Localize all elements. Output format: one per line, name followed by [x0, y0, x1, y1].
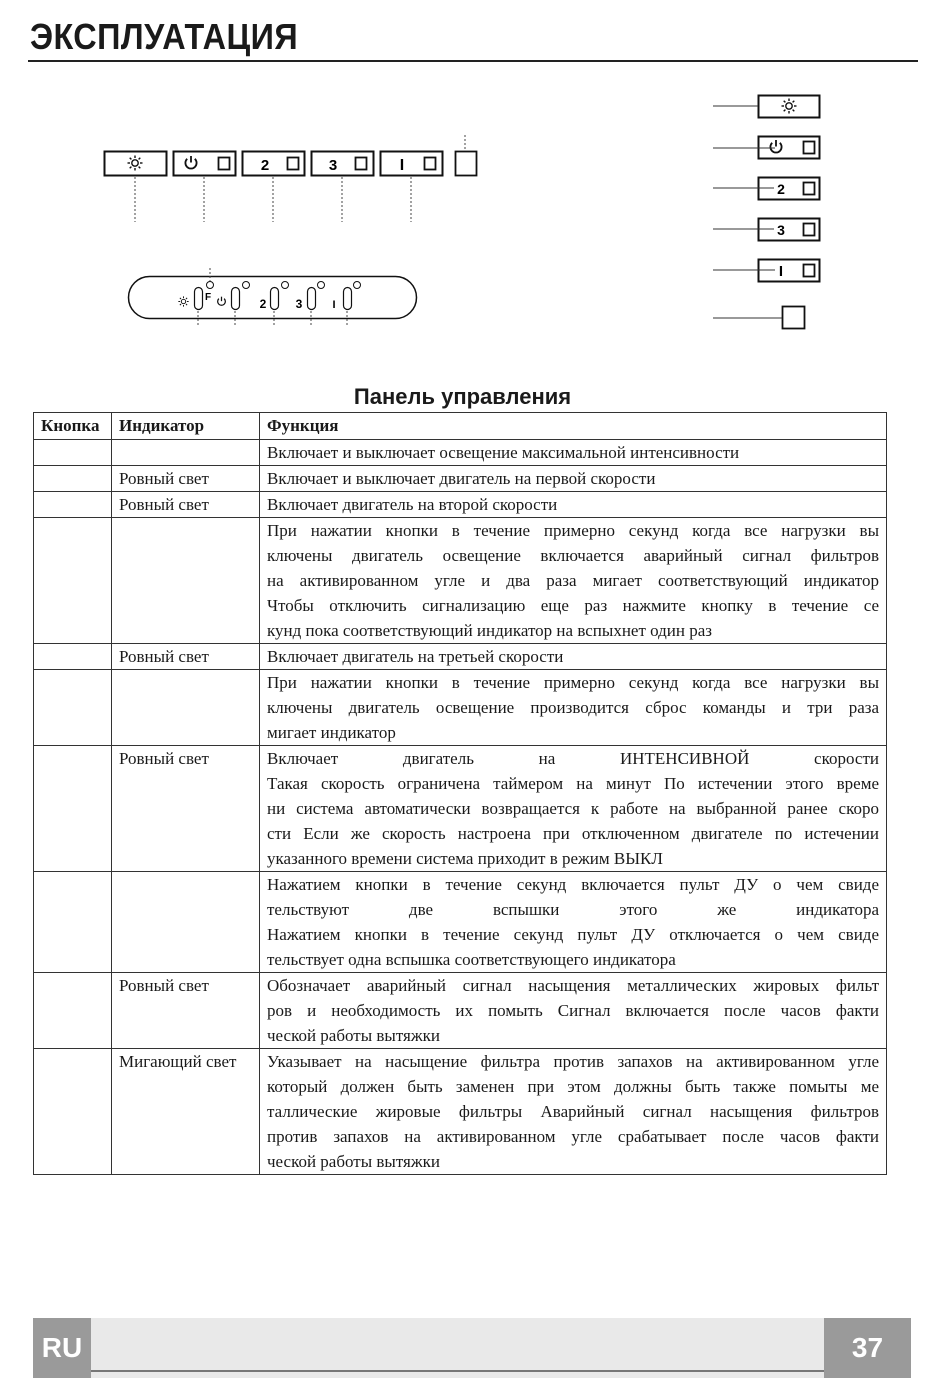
filter-mark: F [205, 292, 212, 303]
cell-indicator: Ровный свет [112, 746, 260, 872]
section-title: Панель управления [353, 384, 572, 409]
intensive-label: I [332, 299, 336, 311]
table-header-row [34, 413, 887, 440]
function-line: на активированном угле и два раза мигает соответствующий индикатор [267, 571, 879, 590]
cell-button [34, 1049, 112, 1175]
cell-function [260, 746, 887, 872]
speed-3-led [356, 158, 367, 170]
function-table [33, 412, 887, 1175]
function-line: Включает двигатель на третьей скорости [267, 647, 564, 666]
speed-2-button[interactable] [243, 152, 305, 176]
cell-indicator: Ровный свет [112, 644, 260, 670]
horizontal-keypad [105, 135, 477, 222]
function-line: кунд пока соответствующий индикатор на вспыхнет один раз [267, 621, 713, 640]
speed-2-button[interactable] [713, 178, 820, 200]
cell-function [260, 466, 887, 492]
intensive-led [425, 158, 436, 170]
function-line: ключены двигатель освещение включается аварийный сигнал фильтров [267, 546, 879, 565]
cell-button [34, 440, 112, 466]
power-button[interactable] [713, 137, 820, 159]
power-icon [218, 297, 226, 306]
function-line: Нажатием кнопки в течение секунд пульт ДУ отключается о чем свиде [267, 925, 879, 944]
light-button[interactable] [713, 96, 820, 118]
intensive-touch-key[interactable] [344, 288, 352, 310]
function-line: тельствует одна вспышка соответствующего индикатора [267, 950, 676, 969]
speed-3-label: 3 [328, 157, 338, 174]
function-line: Обозначает аварийный сигнал насыщения металлических жировых фильт [267, 976, 879, 995]
filter-led [456, 152, 477, 176]
speed-2-led [288, 158, 299, 170]
function-line: Включает и выключает освещение максимальной интенсивности [267, 443, 740, 462]
cell-indicator: Ровный свет [112, 466, 260, 492]
speed-2-label: 2 [259, 297, 267, 311]
power-button[interactable] [174, 152, 236, 176]
cell-function [260, 973, 887, 1049]
cell-function [260, 440, 887, 466]
header-button: Кнопка [34, 413, 112, 440]
function-line: тельствуют две вспышки этого же индикатора [267, 900, 879, 919]
cell-indicator: Мигающий свет [112, 1049, 260, 1175]
speed-2-label: 2 [777, 181, 785, 197]
light-touch-key[interactable] [195, 288, 203, 310]
light-button[interactable] [105, 152, 167, 176]
function-line: ческой работы вытяжки [267, 1026, 440, 1045]
function-line: таллические жировые фильтры Аварийный сигнал насыщения фильтров [267, 1102, 879, 1121]
function-line: ни система автоматически возвращается к работе на выбранной ранее скоро [267, 799, 879, 818]
table-row [34, 492, 887, 518]
table-row [34, 466, 887, 492]
cell-indicator [112, 440, 260, 466]
function-line: ческой работы вытяжки [267, 1152, 440, 1171]
cell-indicator: Ровный свет [112, 973, 260, 1049]
cell-button [34, 518, 112, 644]
table-body [34, 440, 887, 1175]
filter-led [783, 307, 805, 329]
cell-function [260, 872, 887, 973]
function-line: мигает индикатор [267, 723, 396, 742]
function-line: ров и необходимость их помыть Сигнал включается после часов факти [267, 1001, 879, 1020]
cell-function [260, 1049, 887, 1175]
speed-3-label: 3 [777, 222, 785, 238]
oval-touch-panel [129, 268, 417, 326]
speed-2-touch-key[interactable] [271, 288, 279, 310]
cell-button [34, 973, 112, 1049]
light-icon [178, 296, 188, 306]
table-row [34, 670, 887, 746]
language-badge: RU [33, 1318, 91, 1378]
cell-button [34, 872, 112, 973]
footer-line [90, 1370, 825, 1372]
cell-button [34, 644, 112, 670]
cell-button [34, 492, 112, 518]
speed-3-touch-key[interactable] [308, 288, 316, 310]
header-indicator: Индикатор [112, 413, 260, 440]
callout-leaders [135, 135, 465, 222]
intensive-label: I [399, 157, 405, 174]
function-line: Указывает на насыщение фильтра против запахов на активированном угле [267, 1052, 879, 1071]
table-row [34, 973, 887, 1049]
function-line: Чтобы отключить сигнализацию еще раз нажмите кнопку в течение се [267, 596, 879, 615]
vertical-keypad [713, 96, 820, 329]
intensive-button[interactable] [713, 260, 820, 282]
cell-indicator [112, 518, 260, 644]
power-icon [185, 156, 196, 169]
cell-button [34, 670, 112, 746]
function-line: Включает двигатель на ИНТЕНСИВНОЙ скорости [267, 749, 879, 768]
table-row [34, 746, 887, 872]
cell-indicator [112, 670, 260, 746]
table-row [34, 872, 887, 973]
cell-button [34, 466, 112, 492]
speed-3-label: 3 [295, 297, 303, 311]
function-line: Включает двигатель на второй скорости [267, 495, 558, 514]
page-number: 37 [824, 1318, 911, 1378]
cell-button [34, 746, 112, 872]
control-panel-diagrams [0, 0, 950, 360]
intensive-label: I [778, 263, 784, 280]
function-line: сти Если же скорость настроена при отключенном двигателе по истечении [267, 824, 879, 843]
power-icon [770, 140, 781, 153]
function-line: который должен быть заменен при этом должны быть также помыты ме [267, 1077, 879, 1096]
power-led [219, 158, 230, 170]
function-line: указанного времени система приходит в режим ВЫКЛ [267, 849, 663, 868]
table-row [34, 644, 887, 670]
light-icon [128, 156, 143, 171]
table-row [34, 518, 887, 644]
speed-2-label: 2 [260, 157, 270, 174]
light-icon [782, 99, 797, 114]
function-line: При нажатии кнопки в течение примерно секунд когда все нагрузки вы [267, 673, 879, 692]
cell-function [260, 518, 887, 644]
cell-indicator [112, 872, 260, 973]
function-line: ключены двигатель освещение производится сброс команды и три раза [267, 698, 879, 717]
function-line: Включает и выключает двигатель на первой скорости [267, 469, 656, 488]
footer-band [33, 1318, 911, 1378]
speed-3-button[interactable] [713, 219, 820, 241]
intensive-button[interactable] [381, 152, 443, 176]
speed-3-button[interactable] [312, 152, 374, 176]
cell-function [260, 492, 887, 518]
header-function: Функция [260, 413, 887, 440]
function-line: При нажатии кнопки в течение примерно секунд когда все нагрузки вы [267, 521, 879, 540]
cell-indicator: Ровный свет [112, 492, 260, 518]
cell-function [260, 670, 887, 746]
table-row [34, 440, 887, 466]
cell-function [260, 644, 887, 670]
function-line: против запахов на активированном угле срабатывает после часов факти [267, 1127, 879, 1146]
table-row [34, 1049, 887, 1175]
page-heading: ЭКСПЛУАТАЦИЯ [30, 16, 299, 57]
power-touch-key[interactable] [232, 288, 240, 310]
function-line: Такая скорость ограничена таймером на минут По истечении этого време [267, 774, 879, 793]
function-line: Нажатием кнопки в течение секунд включается пульт ДУ о чем свиде [267, 875, 879, 894]
